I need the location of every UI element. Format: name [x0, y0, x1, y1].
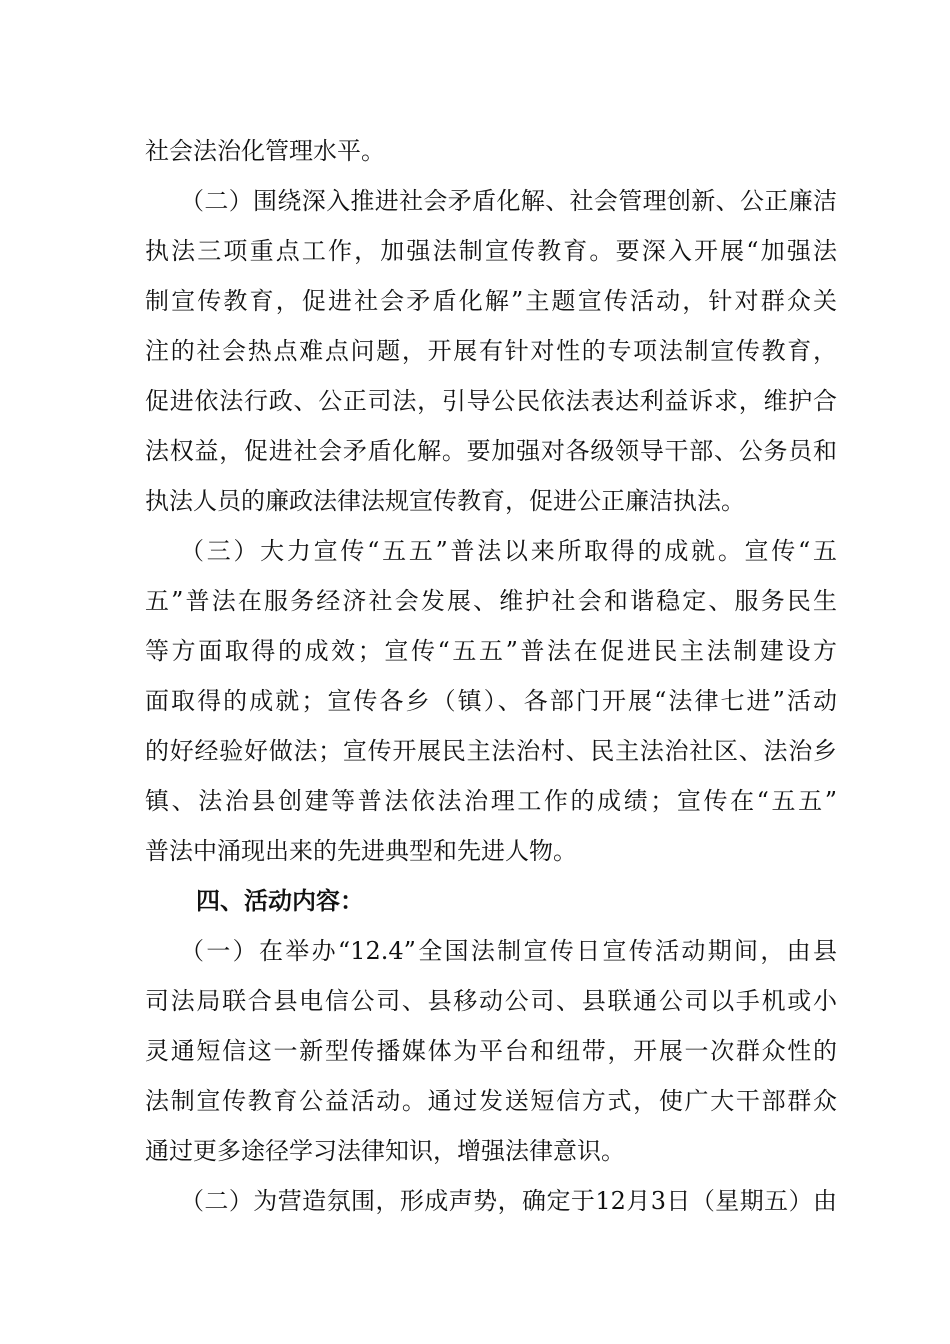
- paragraph-line: （三）大力宣传“五五”普法以来所取得的成就。宣传“五: [180, 537, 837, 565]
- paragraph-line: 通过更多途径学习法律知识，增强法律意识。: [145, 1137, 625, 1165]
- paragraph-line: 社会法治化管理水平。: [145, 137, 385, 165]
- paragraph-line: （二）围绕深入推进社会矛盾化解、社会管理创新、公正廉洁: [180, 187, 837, 215]
- paragraph-line: 普法中涌现出来的先进典型和先进人物。: [145, 837, 577, 865]
- paragraph-line: （二）为营造氛围，形成声势，确定于12月3日（星期五）由: [180, 1187, 837, 1215]
- paragraph-line: 镇、法治县创建等普法依法治理工作的成绩；宣传在“五五”: [145, 787, 837, 815]
- paragraph-line: 注的社会热点难点问题，开展有针对性的专项法制宣传教育，: [145, 337, 837, 365]
- paragraph-line: 法制宣传教育公益活动。通过发送短信方式，使广大干部群众: [145, 1087, 837, 1115]
- paragraph-line: 促进依法行政、公正司法，引导公民依法表达利益诉求，维护合: [145, 387, 837, 415]
- paragraph-line: （一）在举办“12.4”全国法制宣传日宣传活动期间，由县: [180, 937, 837, 965]
- paragraph-line: 执法人员的廉政法律法规宣传教育，促进公正廉洁执法。: [145, 487, 745, 515]
- paragraph-line: 的好经验好做法；宣传开展民主法治村、民主法治社区、法治乡: [145, 737, 837, 765]
- paragraph-line: 执法三项重点工作，加强法制宣传教育。要深入开展“加强法: [145, 237, 837, 265]
- paragraph-line: 司法局联合县电信公司、县移动公司、县联通公司以手机或小: [145, 987, 837, 1015]
- section-heading: 四、活动内容：: [196, 887, 364, 915]
- paragraph-line: 制宣传教育，促进社会矛盾化解”主题宣传活动，针对群众关: [145, 287, 837, 315]
- paragraph-line: 灵通短信这一新型传播媒体为平台和纽带，开展一次群众性的: [145, 1037, 837, 1065]
- paragraph-line: 面取得的成就；宣传各乡（镇）、各部门开展“法律七进”活动: [145, 687, 837, 715]
- paragraph-line: 法权益，促进社会矛盾化解。要加强对各级领导干部、公务员和: [145, 437, 837, 465]
- paragraph-line: 等方面取得的成效；宣传“五五”普法在促进民主法制建设方: [145, 637, 837, 665]
- paragraph-line: 五”普法在服务经济社会发展、维护社会和谐稳定、服务民生: [145, 587, 837, 615]
